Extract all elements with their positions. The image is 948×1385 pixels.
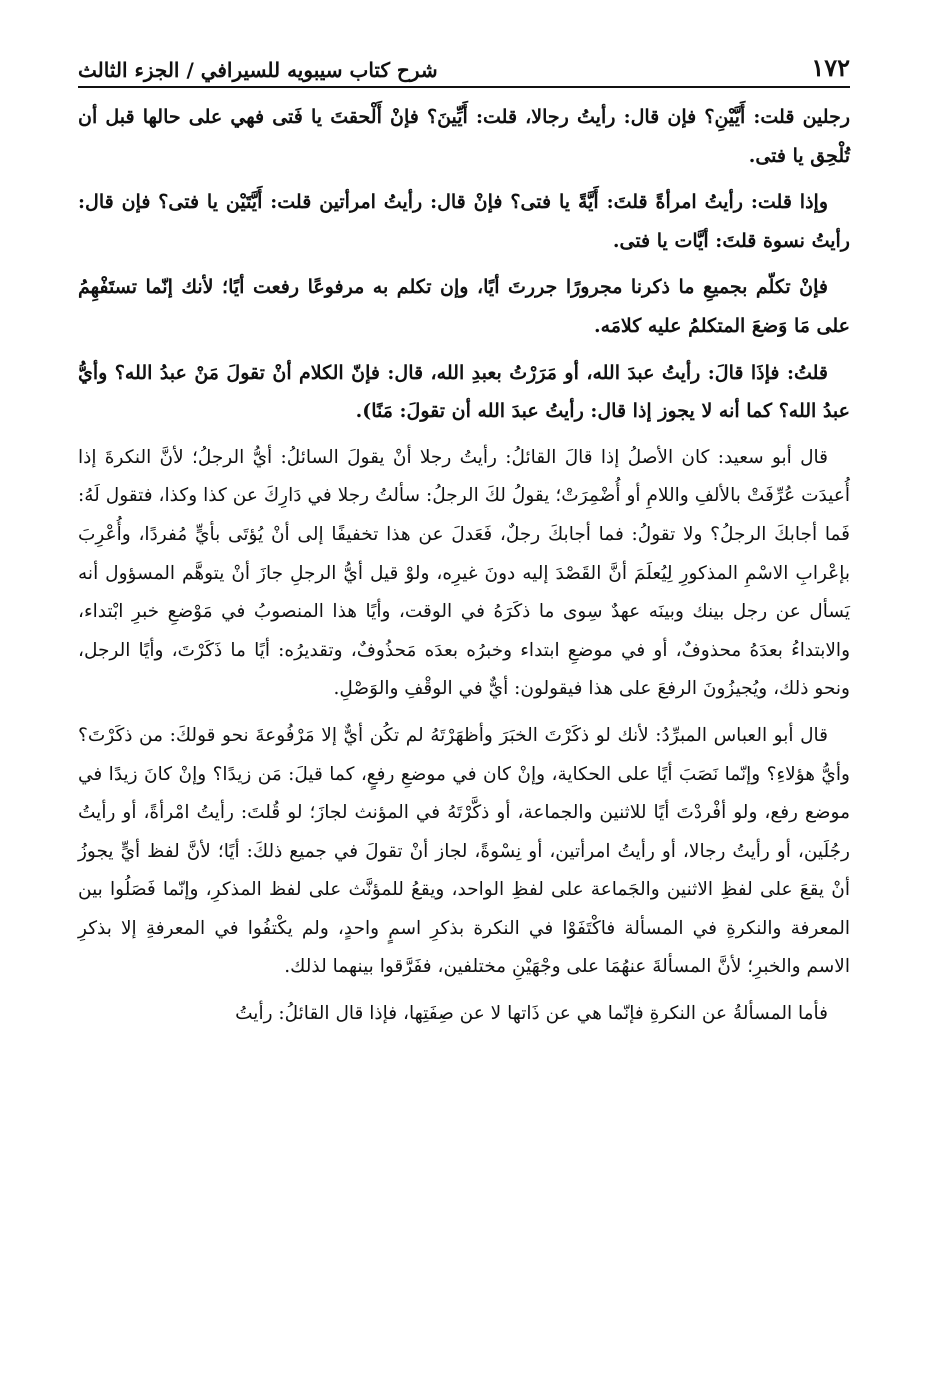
paragraph-6: قال أبو العباس المبرِّدُ: لأنك لو ذكَرْتَ الخبَرَ وأظهَرْتَهُ لم تكُن أيٌّ إلا مَرْفُوعةَ نحو قولكَ: من ذكَرْتَ؟ وأيُّ هؤلاءِ؟ وإنّما نَصَبَ أيًا على الحكاية، وإنْ كان في موضعِ رفعٍ، كما قيلَ: مَن زيدًا؟ وإنْ كانَ زيدًا في موضع رفع، ولو أفْردْتَ أيًا للاثنين والجماعة، أو ذكَّرْتَهُ في المؤنث لجازَ؛ لو قُلتَ: رأيتُ امْرأةً، أو رأيتُ رجُلَين، أو رأيتُ رجالا، أو رأيتُ امرأتين، أو نِسْوةً، لجاز أنْ تقولَ في جميع ذلكَ: أيًا؛ لأنَّ لفظ أيٍّ يجوزُ أنْ يقعَ على لفظِ الاثنين والجَماعة على لفظِ الواحد، ويقعُ للمؤنَّث على لفظ المذكرِ، وإنّما فَصَلُوا بين المعرفة والنكرةِ في المسألة فاكْتَفَوْا في النكرة بذكرِ اسمٍ واحدٍ، ولم يكْتفُوا في المعرفةِ إلا بذكرِ الاسم والخبرِ؛ لأنَّ المسألةَ عنهُمَا على وجْهَيْنِ مختلفين، ففَرَّقوا بينهما لذلك.: [78, 724, 850, 978]
page-body: [78, 98, 850, 1034]
paragraph-5: قال أبو سعيد: كان الأصلُ إذا قالَ القائلُ: رأيتُ رجلا أنْ يقولَ السائلُ: أيُّ الرجلُ؛ لأنَّ النكرةَ إذا أُعيدَت عُرِّفَتْ بالألفِ واللامِ أو أُضْمِرَتْ؛ يقولُ لكَ الرجلُ: سألتُ رجلا في دَارِكَ عن كذا وكذا، فتقول لَهُ: فَما أجابكَ الرجلُ؟ ولا تقولُ: فما أجابكَ رجلٌ، فَعَدلَ عن هذا تخفيفًا إلى أنْ يُؤتَى بأيٍّ مُفردًا، وأُعْرِبَ بإعْرابِ الاسْمِ المذكورِ لِيُعلَمَ أنَّ القَصْدَ إليه دونَ غيرِه، ولوْ قيل أيُّ الرجلِ جازَ أنْ يتوهَّم المسؤول أنه يَسأل عن رجل بينك وبينَه عهدٌ سِوى ما ذكَرَهُ في الوقت، وأيًا هذا المنصوبُ في مَوْضعِ خبرِ ابْتداء، والابتداءُ بعدَهُ محذوفٌ، أو في موضعِ ابتداء وخبرُه بعدَه مَحذُوفٌ، وتقديرُه: أيًا ما ذَكَرْتَ، وأيًا الرجل، ونحو ذلك، ويُجيزُونَ الرفعَ على هذا فيقولون: أيٌّ في الوقْفِ والوَصْلِ.: [78, 446, 850, 700]
running-title: شرح كتاب سيبويه للسيرافي / الجزء الثالث: [78, 58, 438, 82]
paragraph-7: فأما المسألةُ عن النكرةِ فإنّما هي عن ذَاتها لا عن صِفَتِها، فإذا قال القائلُ: رأيتُ: [235, 1003, 828, 1025]
page-header: [78, 42, 850, 88]
paragraph-2: وإذا قلت: رأيتُ امرأةً قلتَ: أَيَّةً يا فتى؟ فإنْ قال: رأيتُ امرأتين قلت: أَيَّتَيْن يا فتى؟ فإن قال: رأيتُ نسوة قلتَ: أيَّات يا فتى.: [78, 191, 850, 252]
paragraph-1: رجلين قلت: أَيَّيْنِ؟ فإن قال: رأيتُ رجالا، قلت: أَيِّينَ؟ فإنْ أَلْحقتَ يا فَتى فهي على حالها قبل أن تُلْحِق يا فتى.: [78, 106, 850, 167]
page-number: ١٧٢: [811, 53, 850, 82]
paragraph-3: فإنْ تكلّم بجميعِ ما ذكرنا مجرورًا جررتَ أيًا، وإن تكلم به مرفوعًا رفعت أيًا؛ لأنك إنّما تستَفْهِمُ على مَا وَضعَ المتكلمُ عليه كلامَه.: [78, 276, 850, 337]
paragraph-4: قلتُ: فإذَا قالَ: رأيتُ عبدَ الله، أو مَرَرْتُ بعبدِ الله، قال: فإنّ الكلام أنْ تقولَ مَنْ عبدُ الله؟ وأيُّ عبدُ الله؟ كما أنه لا يجوز إذا قال: رأيتُ عبدَ الله أن تقولَ: مَنًا).: [78, 361, 850, 423]
book-page: [78, 42, 850, 1034]
